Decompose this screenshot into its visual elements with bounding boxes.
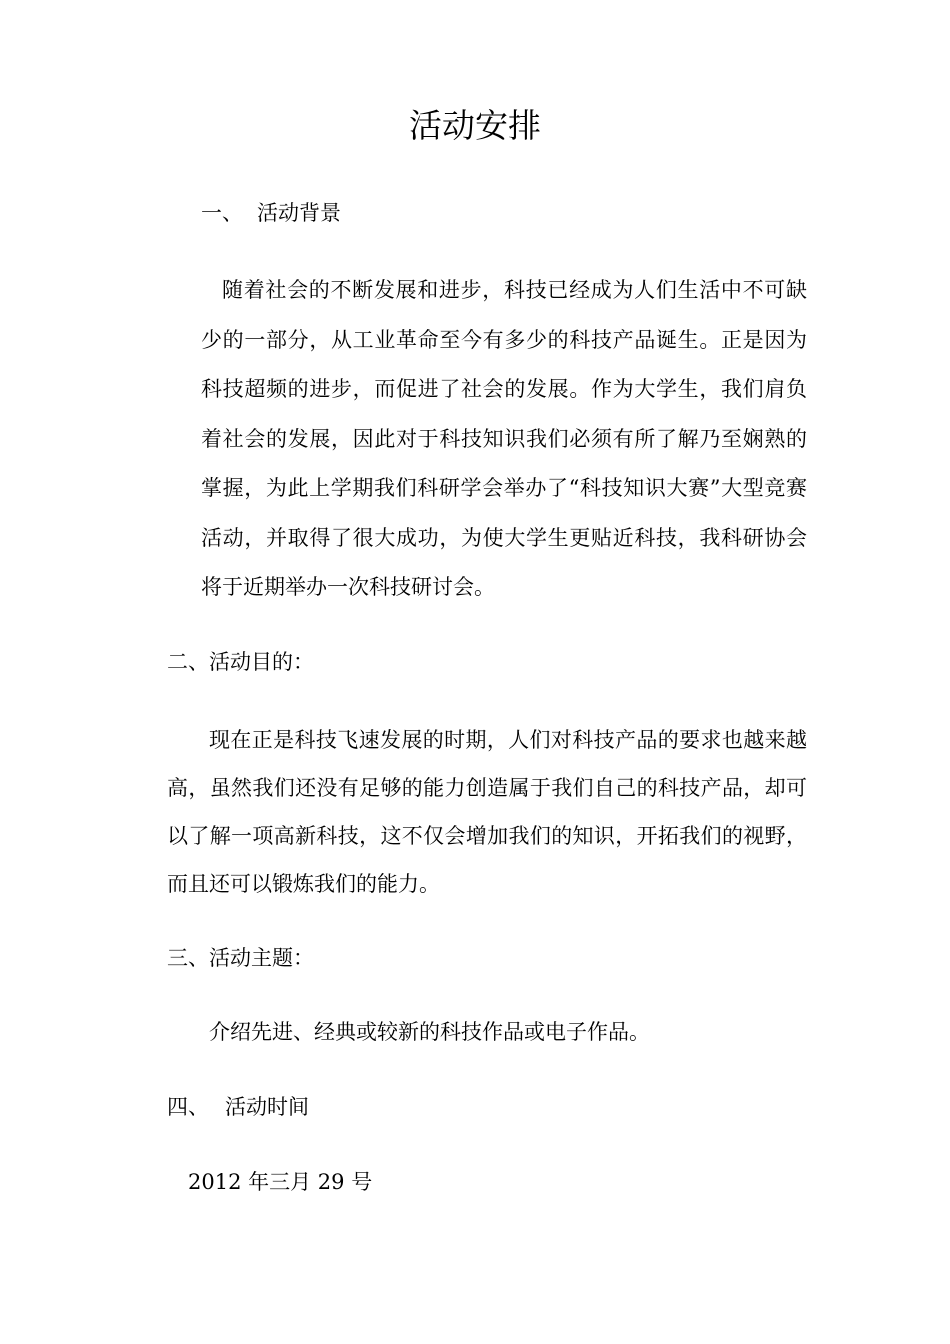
section-title: 活动目的： [209, 650, 314, 674]
section-number: 一、 [201, 201, 243, 225]
section-body-time: 2012 年三月 29 号 [188, 1170, 373, 1194]
section-title: 活动时间 [225, 1095, 309, 1119]
section-heading-time [167, 1091, 309, 1123]
section-title: 活动主题： [209, 946, 314, 970]
section-body-theme: 介绍先进、经典或较新的科技作品或电子作品。 [209, 1020, 650, 1044]
section-number: 三、 [167, 946, 209, 970]
document-title: 活动安排 [409, 106, 541, 145]
section-body-background: 随着社会的不断发展和进步，科技已经成为人们生活中不可缺少的一部分，从工业革命至今有多少的科技产品诞生。正是因为科技超频的进步，而促进了社会的发展。作为大学生，我们肩负着社会的发展，因此对于科技知识我们必须有所了解乃至娴熟的掌握，为此上学期我们科研学会举办了“科技知识大赛”大型竞赛活动，并取得了很大成功，为使大学生更贴近科技，我科研协会将于近期举办一次科技研讨会。 [201, 278, 807, 599]
section-number: 四、 [167, 1095, 209, 1119]
section-number: 二、 [167, 650, 209, 674]
section-heading-background [201, 197, 341, 229]
section-heading-purpose [167, 646, 314, 678]
section-body-purpose: 现在正是科技飞速发展的时期，人们对科技产品的要求也越来越高，虽然我们还没有足够的能力创造属于我们自己的科技产品，却可以了解一项高新科技，这不仅会增加我们的知识，开拓我们的视野，而且还可以锻炼我们的能力。 [167, 728, 807, 896]
section-heading-theme [167, 942, 314, 974]
section-title: 活动背景 [257, 201, 341, 225]
